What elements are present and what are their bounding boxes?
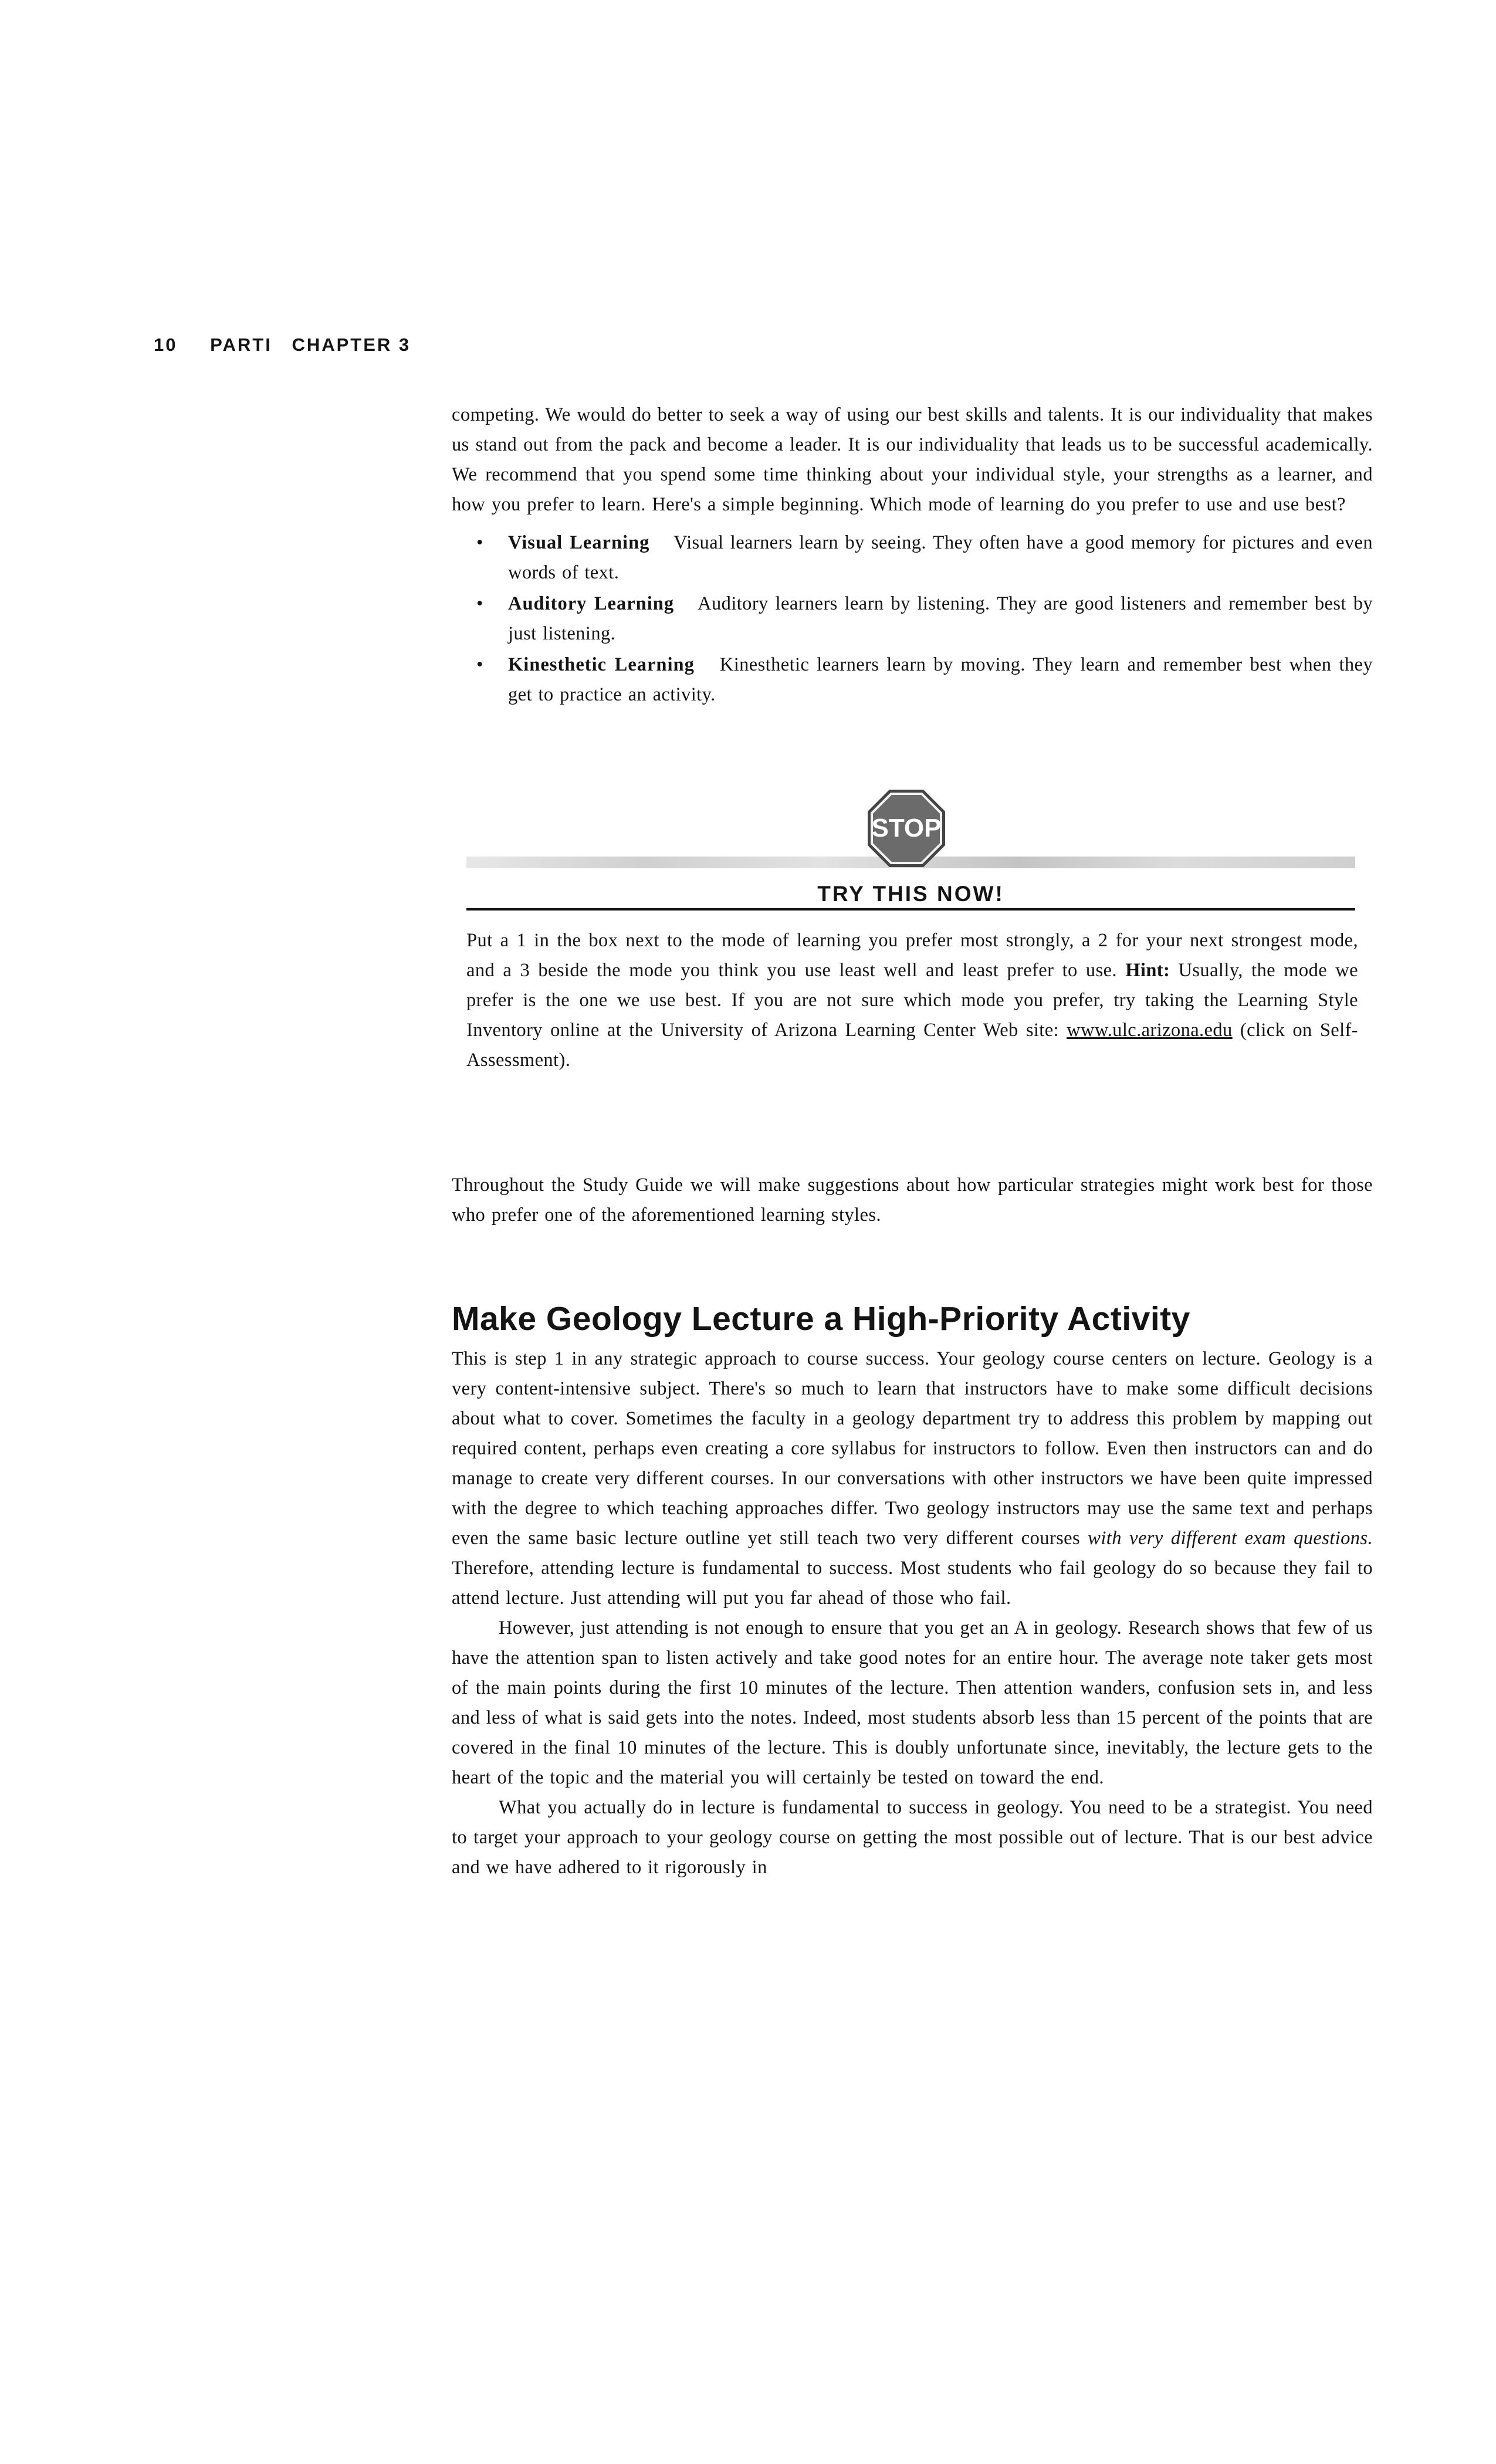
section-body [452,1344,1373,1883]
throughout-block [452,1170,1373,1230]
learning-styles-list [452,528,1373,710]
section-paragraph-3: What you actually do in lecture is fundamental to success in geology. You need to be a strategist. You need to target your approach to your geology course on getting the most possible out of lecture. That is our best advice and we have adhered to it rigorously in [452,1797,1373,1878]
learning-style-description: Auditory learners learn by listening. They are good listeners and remember best by just listening. [508,593,1373,644]
ulc-link[interactable]: www.ulc.arizona.edu [1067,1020,1233,1041]
bullet-icon: • [476,654,483,675]
hint-text: Usually, the mode we prefer is the one we use best. If you are not sure which mode you prefer, try taking the Learning Style Inventory online at the University of Arizona Learning Center Web site: [466,960,1359,1041]
page-number: 10 [154,334,178,355]
chapter-label: CHAPTER 3 [292,334,411,355]
learning-style-term: Visual Learning [508,532,650,553]
learning-style-term: Kinesthetic Learning [508,654,695,675]
throughout-paragraph: Throughout the Study Guide we will make suggestions about how particular strategies might work best for those who prefer one of the aforementioned learning styles. [452,1175,1373,1226]
bullet-icon: • [476,593,483,614]
try-this-text [466,926,1358,1075]
learning-style-description: Visual learners learn by seeing. They often have a good memory for pictures and even words of text. [508,532,1373,583]
try-this-title: TRY THIS NOW! [817,882,1004,906]
section-title: Make Geology Lecture a High-Priority Activity [452,1300,1190,1338]
list-item [476,528,1373,588]
section-block [452,1298,1373,1883]
section-p1-italic: with very different exam questions. [1088,1528,1373,1549]
list-item [476,650,1373,710]
try-this-rule [466,908,1355,911]
section-p1-rest: Therefore, attending lecture is fundamental to success. Most students who fail geology do so because they fail to attend lecture. Just attending will put you far ahead of those who fail. [452,1558,1373,1609]
intro-block [452,400,1373,711]
list-item [476,589,1373,649]
hint-label: Hint: [1125,960,1170,981]
stop-sign-graphic [865,787,947,869]
link-suffix: (click on Self-Assessment). [466,1020,1359,1071]
section-paragraph-2: However, just attending is not enough to ensure that you get an A in geology. Research shows that few of us have the attention span to listen actively and take good notes for an entire hour. The average note taker gets most of the main points during the first 10 minutes of the lecture. Then attention wanders, confusion sets in, and less and less of what is said gets into the notes. Indeed, most students absorb less than 15 percent of the points that are covered in the final 10 minutes of the lecture. This is doubly unfortunate since, inevitably, the lecture gets to the heart of the topic and the material you will certainly be tested on toward the end. [452,1617,1373,1788]
stop-sign-label: STOP [871,814,942,842]
learning-style-description: Kinesthetic learners learn by moving. They learn and remember best when they get to practice an activity. [508,654,1373,705]
running-header [154,334,411,356]
try-this-instructions: Put a 1 in the box next to the mode of learning you prefer most strongly, a 2 for your next strongest mode, and a 3 beside the mode you think you use least well and least prefer to use. [466,930,1358,981]
section-p1-text: This is step 1 in any strategic approach to course success. Your geology course centers on lecture. Geology is a very content-intensive subject. There's so much to learn that instructors have to make some difficult decisions about what to cover. Sometimes the faculty in a geology department try to address this problem by mapping out required content, perhaps even creating a core syllabus for instructors to follow. Even then instructors can and do manage to create very different courses. In our conversations with other instructors we have been quite impressed with the degree to which teaching approaches differ. Two geology instructors may use the same text and perhaps even the same basic lecture outline yet still teach two very different courses [452,1348,1373,1549]
intro-paragraph: competing. We would do better to seek a way of using our best skills and talents. It is our individuality that makes us stand out from the pack and become a leader. It is our individuality that leads us to be successful academically. We recommend that you spend some time thinking about your individual style, your strengths as a learner, and how you prefer to learn. Here's a simple beginning. Which mode of learning do you prefer to use and use best? [452,404,1373,515]
learning-style-term: Auditory Learning [508,593,675,614]
section-paragraph-1 [452,1344,1373,1613]
try-this-paragraph [466,926,1358,1075]
stop-sign-icon [865,787,947,869]
part-label: PARTI [210,334,272,355]
bullet-icon: • [476,532,483,553]
